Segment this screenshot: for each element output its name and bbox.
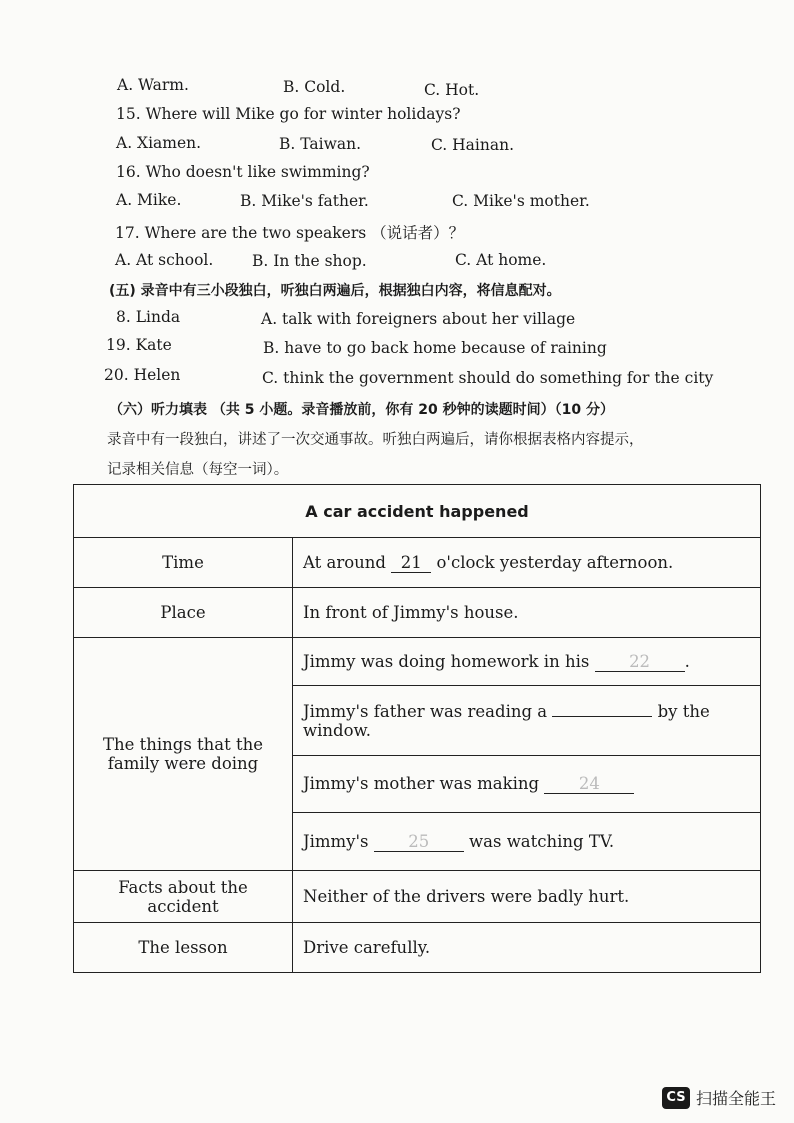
- match-person-linda: 8. Linda: [116, 308, 181, 326]
- family-row-4: [293, 813, 761, 871]
- q15-option-b: B. Taiwan.: [279, 135, 361, 153]
- match-person-kate: 19. Kate: [106, 336, 172, 354]
- accident-form-table: [73, 484, 761, 973]
- family-row-2: [293, 686, 761, 756]
- camscanner-watermark: [662, 1086, 776, 1109]
- family-row-3: [293, 756, 761, 813]
- row2-prefix: Jimmy's father was reading a: [303, 701, 548, 721]
- family-row-1: [293, 638, 761, 686]
- family-label: The things that the family were doing: [74, 638, 293, 871]
- row1-suffix: .: [684, 651, 690, 671]
- q15-option-a: A. Xiamen.: [116, 134, 202, 152]
- q16-option-a: A. Mike.: [116, 191, 182, 209]
- row4-suffix: was watching TV.: [469, 831, 615, 851]
- row4-prefix: Jimmy's: [303, 831, 369, 851]
- blank-25[interactable]: 25: [374, 832, 464, 852]
- q17-option-b: B. In the shop.: [252, 252, 367, 270]
- q17-question: 17. Where are the two speakers （说话者）？: [115, 224, 465, 242]
- time-cell: [293, 538, 761, 588]
- place-value: In front of Jimmy's house.: [293, 588, 761, 638]
- q16-option-b: B. Mike's father.: [240, 192, 369, 210]
- lesson-value: Drive carefully.: [293, 923, 761, 973]
- facts-label: Facts about the accident: [74, 871, 293, 923]
- q15-question: 15. Where will Mike go for winter holidays?: [116, 105, 461, 123]
- section6-intro-line2: 记录相关信息（每空一词）。: [107, 462, 289, 478]
- section6-heading: （六）听力填表 （共 5 小题。录音播放前，你有 20 秒钟的读题时间）（10 分）: [109, 402, 614, 418]
- camscanner-logo-text: 扫描全能王: [696, 1089, 777, 1108]
- row3-prefix: Jimmy's mother was making: [303, 774, 540, 793]
- table-title: A car accident happened: [74, 485, 761, 538]
- time-suffix: o'clock yesterday afternoon.: [436, 552, 674, 572]
- q16-question: 16. Who doesn't like swimming?: [116, 163, 370, 181]
- match-statement-a: A. talk with foreigners about her village: [261, 310, 576, 328]
- lesson-label: The lesson: [74, 923, 293, 973]
- q14-option-a: A. Warm.: [117, 76, 189, 94]
- match-statement-c: C. think the government should do something for the city: [262, 369, 714, 387]
- facts-value: Neither of the drivers were badly hurt.: [293, 871, 761, 923]
- place-label: Place: [74, 588, 293, 638]
- camscanner-logo-icon: CS: [662, 1087, 690, 1109]
- match-person-helen: 20. Helen: [104, 366, 181, 384]
- blank-23[interactable]: [552, 716, 652, 717]
- blank-22[interactable]: 22: [595, 652, 685, 672]
- q15-option-c: C. Hainan.: [431, 136, 515, 154]
- match-statement-b: B. have to go back home because of raining: [263, 339, 607, 357]
- time-prefix: At around: [303, 552, 386, 572]
- time-label: Time: [74, 538, 293, 588]
- time-blank-21[interactable]: 21: [391, 553, 431, 573]
- row1-prefix: Jimmy was doing homework in his: [303, 651, 590, 671]
- q17-option-c: C. At home.: [455, 251, 547, 269]
- q17-option-a: A. At school.: [115, 251, 214, 269]
- q16-option-c: C. Mike's mother.: [452, 192, 590, 210]
- q14-option-b: B. Cold.: [283, 78, 346, 96]
- section5-heading: (五) 录音中有三小段独白，听独白两遍后，根据独白内容，将信息配对。: [109, 283, 561, 299]
- q14-option-c: C. Hot.: [424, 81, 480, 99]
- row2-suffix: by the window.: [303, 701, 710, 740]
- blank-24[interactable]: 24: [544, 774, 634, 794]
- section6-intro-line1: 录音中有一段独白，讲述了一次交通事故。听独白两遍后，请你根据表格内容提示，: [107, 432, 644, 448]
